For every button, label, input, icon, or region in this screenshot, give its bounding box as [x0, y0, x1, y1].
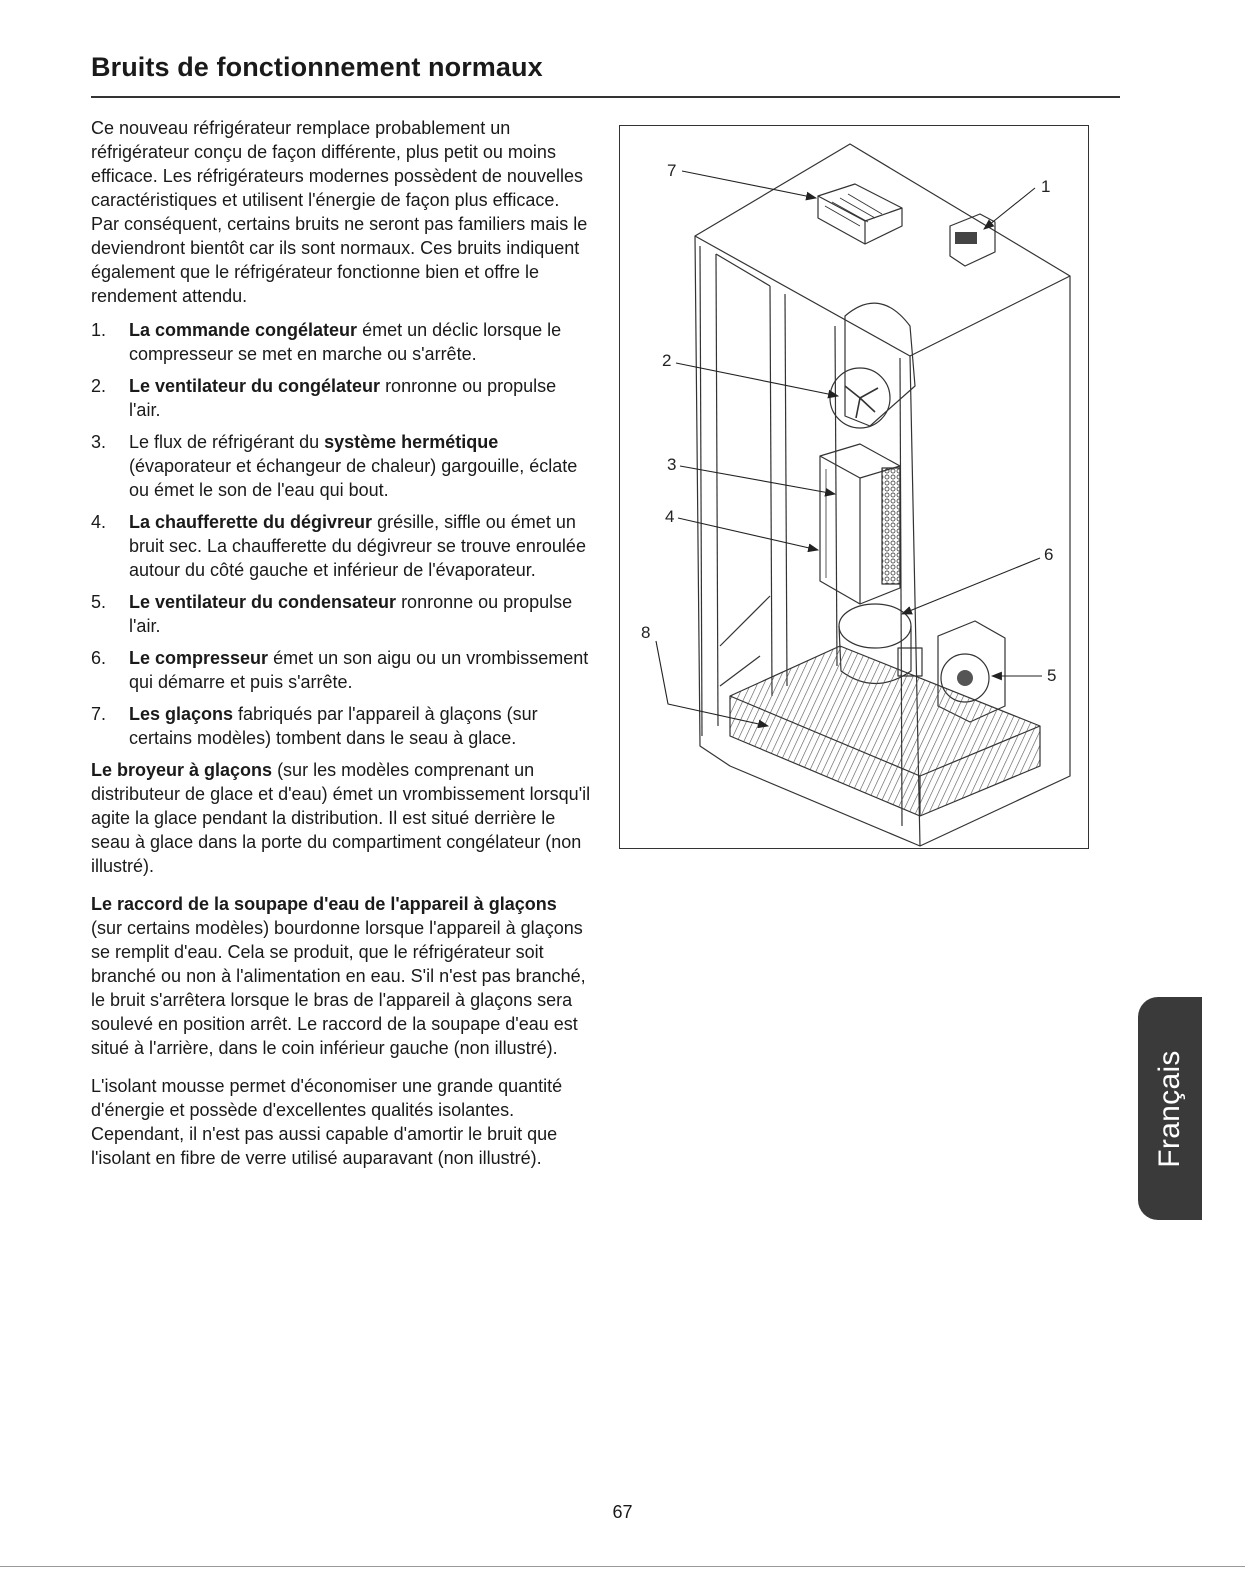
list-number: 1. [91, 320, 107, 340]
list-number: 4. [91, 512, 107, 532]
ice-maker [818, 184, 902, 244]
condenser-grille [730, 646, 1040, 816]
list-text-post: fabriqués par l'appareil à glaçons (sur certains modèles) tombent dans le seau à glace. [129, 704, 538, 748]
title-divider [91, 96, 1120, 98]
freezer-control [950, 214, 995, 266]
page-title: Bruits de fonctionnement normaux [91, 52, 543, 82]
callout-label: 3 [667, 455, 677, 474]
body-text-column [91, 116, 591, 1184]
list-term: La commande congélateur [129, 320, 358, 340]
callout-label: 4 [665, 507, 675, 526]
language-tab-label: Français [1153, 1049, 1186, 1168]
list-item [91, 702, 591, 750]
list-item [91, 646, 591, 694]
callout-label: 7 [667, 161, 677, 180]
refrigerator-diagram [619, 125, 1089, 849]
ice-crusher-paragraph [91, 758, 591, 878]
list-number: 7. [91, 704, 107, 724]
callout-label: 8 [641, 623, 651, 642]
list-term: Le ventilateur du congélateur [129, 376, 381, 396]
page-number: 67 [612, 1502, 633, 1522]
leader-7 [682, 171, 816, 198]
foam-insulation-paragraph [91, 1074, 591, 1170]
leader-4 [678, 518, 818, 550]
list-term: Le ventilateur du condensateur [129, 592, 397, 612]
paragraph-text: (sur les modèles comprenant un distributeur de glace et d'eau) émet un vrombissement lorsqu'il agite la glace pendant la distribution. Il est situé derrière le seau à glace dans la porte du compartiment congélateur (non illustré). [91, 760, 591, 876]
list-number: 2. [91, 376, 107, 396]
refrigerator-drawing [620, 126, 1088, 848]
list-number: 5. [91, 592, 107, 612]
callout-label: 1 [1041, 177, 1051, 196]
paragraph-term: Le raccord de la soupape d'eau de l'appareil à glaçons [91, 894, 557, 914]
freezer-fan [830, 303, 915, 428]
leader-3 [680, 466, 835, 494]
list-text-post: ronronne ou propulse l'air. [129, 376, 557, 420]
water-valve-paragraph [91, 892, 591, 1060]
noise-list [91, 318, 591, 750]
list-term: La chaufferette du dégivreur [129, 512, 373, 532]
bottom-divider [0, 1566, 1245, 1567]
list-item [91, 318, 591, 366]
paragraph-text: (sur certains modèles) bourdonne lorsque l'appareil à glaçons se remplit d'eau. Cela se produit, que le réfrigérateur soit branché ou non à l'alimentation en eau. S'il n'est pas branché, le bruit s'arrêtera lorsque le bras de l'appareil à glaçons sera soulevé en position arrêt. Le raccord de la soupape d'eau est situé à l'arrière, dans le coin inférieur gauche (non illustré). [91, 918, 586, 1058]
list-text-pre: Le flux de réfrigérant du [129, 432, 325, 452]
list-item [91, 374, 591, 422]
intro-paragraph: Ce nouveau réfrigérateur remplace probablement un réfrigérateur conçu de façon différente, plus petit ou moins efficace. Les réfrigérateurs modernes possèdent de nouvelles caractéristiques et utilisent l'énergie de façon plus efficace. Par conséquent, certains bruits ne seront pas familiers mais le deviendront bientôt car ils sont normaux. Ces bruits indiquent également que le réfrigérateur fonctionne bien et offre le rendement attendu. [91, 118, 588, 306]
list-item [91, 590, 591, 638]
callout-label: 2 [662, 351, 672, 370]
list-number: 3. [91, 432, 107, 452]
list-term: système hermétique [324, 432, 499, 452]
list-text-post: grésille, siffle ou émet un bruit sec. La chaufferette du dégivreur se trouve enroulée autour du côté gauche et inférieur de l'évaporateur. [129, 512, 586, 580]
list-number: 6. [91, 648, 107, 668]
callout-leaders [656, 171, 1042, 726]
paragraph-text: L'isolant mousse permet d'économiser une grande quantité d'énergie et possède d'excellentes qualités isolantes. Cependant, il n'est pas aussi capable d'amortir le bruit que l'isolant en fibre de verre utilisé auparavant (non illustré). [91, 1076, 563, 1168]
list-item [91, 430, 591, 502]
list-term: Le compresseur [129, 648, 269, 668]
list-text-post: émet un son aigu ou un vrombissement qui démarre et puis s'arrête. [129, 648, 589, 692]
list-item [91, 510, 591, 582]
list-text-post: émet un déclic lorsque le compresseur se met en marche ou s'arrête. [129, 320, 562, 364]
callout-label: 6 [1044, 545, 1054, 564]
callout-label: 5 [1047, 666, 1057, 685]
leader-1 [984, 188, 1035, 229]
list-term: Les glaçons [129, 704, 234, 724]
paragraph-term: Le broyeur à glaçons [91, 760, 273, 780]
leader-6 [902, 558, 1040, 614]
list-text-post: (évaporateur et échangeur de chaleur) gargouille, éclate ou émet le son de l'eau qui bout. [129, 456, 578, 500]
language-tab [1138, 997, 1202, 1220]
list-text-post: ronronne ou propulse l'air. [129, 592, 573, 636]
evaporator [820, 444, 900, 604]
